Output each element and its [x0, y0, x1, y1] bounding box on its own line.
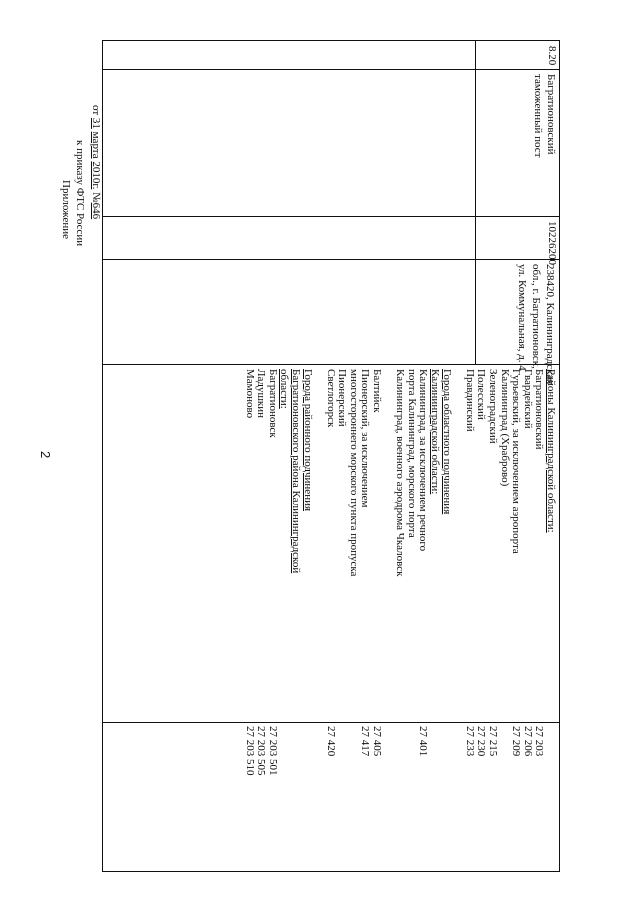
territory-item: Зеленоградский — [487, 369, 500, 444]
address-line: ул. Коммунальная, д. 4 — [516, 264, 528, 371]
column-address — [103, 259, 559, 365]
territory-code — [278, 726, 290, 776]
territory-item: многостороннего морского пункта пропуска — [347, 369, 360, 577]
customs-post-address — [515, 264, 557, 384]
territory-code: 27 203 — [533, 726, 546, 757]
territory-code: 27 209 — [510, 726, 523, 757]
order-reference: к приказу ФТС России — [74, 140, 86, 247]
territory-item — [452, 369, 464, 576]
territory-item: Города областного подчинения — [440, 369, 453, 515]
customs-post-name — [531, 74, 557, 158]
territory-code — [313, 726, 325, 776]
territory-code — [405, 726, 417, 776]
territory-item: Правдинский — [463, 369, 476, 432]
document-sheet — [0, 20, 600, 880]
territory-code — [336, 726, 348, 776]
territory-item: порта Калининград, морского порта — [405, 369, 418, 538]
territory-item: Мамоново — [243, 369, 256, 419]
territory-code — [428, 726, 440, 776]
post-name-line: таможенный пост — [532, 74, 544, 158]
territory-code — [452, 726, 464, 776]
territory-code — [544, 726, 556, 776]
post-name-line: Багратионовский — [545, 74, 557, 155]
territory-item: Ладушкин — [255, 369, 268, 419]
date-prefix: от — [90, 105, 102, 118]
number-prefix: № — [90, 192, 102, 203]
territory-item: Калининград, военного аэродрома Чкаловск — [394, 369, 407, 577]
territory-code — [347, 726, 359, 776]
territory-code — [289, 726, 301, 776]
territory-item — [313, 369, 325, 576]
territory-code: 27 203 501 — [266, 726, 279, 776]
territory-item: Гурьевский, за исключением аэропорта — [510, 369, 523, 554]
appendix-label: Приложение — [60, 180, 72, 240]
territory-code: 27 215 — [487, 726, 500, 757]
territory-code — [394, 726, 406, 776]
order-year: 2010г. — [90, 161, 102, 190]
territory-code: 27 405 — [371, 726, 384, 757]
territory-item: Полесский — [475, 369, 488, 420]
territory-code — [382, 726, 394, 776]
territory-code — [498, 726, 510, 776]
address-line: обл., г. Багратионовск, — [530, 264, 542, 369]
territory-item: Пионерский — [336, 369, 349, 427]
address-line: 238420, Калининградская — [544, 264, 556, 385]
territory-item: Калининград (Храброво) — [498, 369, 511, 487]
territory-item: Багратионовск — [266, 369, 279, 438]
territory-item: Гвардейский — [521, 369, 534, 429]
territory-item: Светлогорск — [324, 369, 337, 428]
order-date-number — [89, 105, 102, 219]
territory-code — [440, 726, 452, 776]
page-number: 2 — [38, 451, 53, 459]
order-number: 646 — [90, 202, 102, 220]
territory-code: 27 206 — [521, 726, 534, 757]
column-number — [103, 41, 559, 70]
territory-list — [243, 369, 556, 576]
territory-item: Калининград, за исключением речного — [417, 369, 430, 552]
territory-code: 27 401 — [417, 726, 430, 757]
column-post-name — [103, 69, 559, 217]
territory-code: 27 203 505 — [255, 726, 268, 776]
territory-item: Пионерский, за исключением — [359, 369, 372, 508]
territory-item: Калининградской области: — [429, 369, 442, 495]
territory-code-list — [243, 726, 556, 776]
territory-code: 27 417 — [359, 726, 372, 757]
territory-code — [301, 726, 313, 776]
territory-code: 27 230 — [475, 726, 488, 757]
customs-post-code: 10226200 — [546, 221, 558, 265]
row-divider — [475, 41, 476, 364]
territory-code: 27 420 — [324, 726, 337, 757]
territory-item — [382, 369, 394, 576]
column-post-code — [103, 216, 559, 260]
row-number: 8.20 — [546, 46, 558, 66]
territory-item: Багратионовский — [533, 369, 546, 450]
territory-code: 27 233 — [463, 726, 476, 757]
territory-item: Районы Калининградской области: — [545, 369, 557, 533]
territory-item: области: — [278, 369, 291, 409]
customs-table — [102, 40, 560, 872]
order-month: марта — [90, 131, 102, 159]
territory-code: 27 203 510 — [243, 726, 256, 776]
order-day: 31 — [90, 117, 102, 129]
territory-item: Балтийск — [371, 369, 384, 413]
territory-item: Багратионовского района Калининградской — [289, 369, 302, 574]
territory-item: Города районного подчинения — [301, 369, 314, 512]
